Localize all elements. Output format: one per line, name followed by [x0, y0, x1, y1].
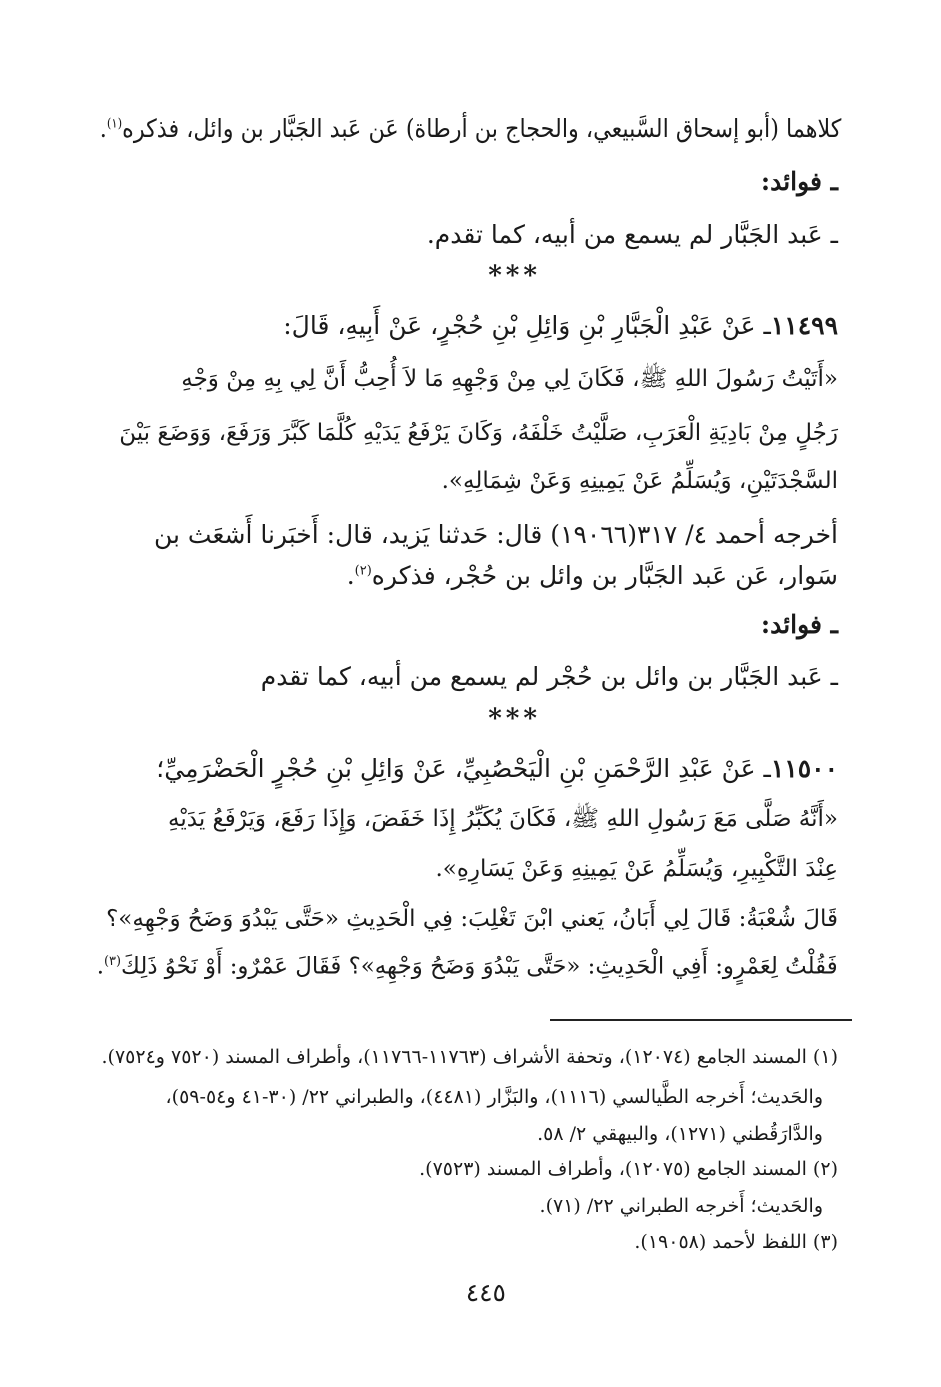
takhrij-line: سَوار، عَن عَبد الجَبَّار بن وائل بن حُجْر، فذكره$^{(٢)}$.: [346, 561, 838, 590]
footnote-line: والحَديث؛ أَخرجه الطبراني ٢٢/ (٧١).: [539, 1195, 823, 1217]
hadith-number: ١١٥٠٠: [770, 754, 838, 783]
footnote-marker: (٣): [104, 954, 122, 969]
hadith-text-line: قَالَ شُعْبَةُ: قَالَ لِي أَبَانُ، يَعني ابْنَ تَغْلِبَ: فِي الْحَدِيثِ «حَتَّى يَبْدُوَ وَضَحُ وَجْهِهِ»؟: [106, 906, 838, 932]
footnote-separator: [550, 1019, 852, 1021]
hadith-text-line: «أَتَيْتُ رَسُولَ اللهِ ﷺ، فَكَانَ لِي مِنْ وَجْهِهِ مَا لاَ أُحِبُّ أَنَّ لِي بِهِ مِنْ وَجْهِ: [181, 366, 838, 392]
hadith-heading: ١١٤٩٩ـ عَنْ عَبْدِ الْجَبَّارِ بْنِ وَائِلِ بْنِ حُجْرٍ، عَنْ أَبِيهِ، قَالَ:: [283, 311, 838, 340]
footnote-line: (١) المسند الجامع (١٢٠٧٤)، وتحفة الأشراف (١١٧٦٣-١١٧٦٦)، وأطراف المسند (٧٥٢٠ و٧٥٢٤).: [101, 1046, 838, 1068]
section-separator: ***: [488, 261, 541, 291]
footnote-line: والحَديث؛ أَخرجه الطَّيالسي (١١١٦)، والبَزَّار (٤٤٨١)، والطبراني ٢٢/ (٣٠-٤١ و٥٤-٥٩)،: [165, 1086, 823, 1108]
page-number: ٤٤٥: [465, 1278, 506, 1307]
hadith-text-line: عِنْدَ التَّكْبِيرِ، وَيُسَلِّمُ عَنْ يَمِينِهِ وَعَنْ يَسَارِهِ».: [435, 856, 838, 882]
benefit-line: ـ عَبد الجَبَّار بن وائل بن حُجْر لم يسمع من أبيه، كما تقدم: [260, 662, 838, 691]
footnote-line: والدَّارَقُطني (١٢٧١)، والبيهقي ٢/ ٥٨.: [537, 1123, 823, 1145]
narration-line: كلاهما (أبو إسحاق السَّبيعي، والحجاج بن أرطاة) عَن عَبد الجَبَّار بن وائل، فذكره$^{(١)}$.: [99, 114, 842, 143]
hadith-text-line: فَقُلْتُ لِعَمْرٍو: أَفِي الْحَدِيثِ: «حَتَّى يَبْدُوَ وَضَحُ وَجْهِهِ»؟ فَقَالَ عَمْرٌو: أَوْ نَحْوُ ذَلِكَ$^{(٣)}$.: [97, 953, 838, 980]
benefits-heading: ـ فوائد:: [760, 610, 838, 639]
takhrij-line: أخرجه أحمد ٤/ ٣١٧(١٩٠٦٦) قال: حَدثنا يَزيد، قال: أَخبَرنا أَشعَث بن: [153, 520, 838, 549]
benefits-heading: ـ فوائد:: [760, 167, 838, 196]
footnote-line: (٣) اللفظ لأحمد (١٩٠٥٨).: [634, 1231, 838, 1253]
hadith-text-line: «أَنَّهُ صَلَّى مَعَ رَسُولِ اللهِ ﷺ، فَكَانَ يُكَبِّرُ إِذَا خَفَضَ، وَإِذَا رَفَعَ، وَيَرْفَعُ يَدَيْهِ: [168, 806, 838, 832]
footnote-line: (٢) المسند الجامع (١٢٠٧٥)، وأطراف المسند (٧٥٢٣).: [419, 1158, 838, 1180]
hadith-text-line: السَّجْدَتَيْنِ، وَيُسَلِّمُ عَنْ يَمِينِهِ وَعَنْ شِمَالِهِ».: [441, 468, 838, 494]
hadith-heading: ١١٥٠٠ـ عَنْ عَبْدِ الرَّحْمَنِ بْنِ الْيَحْصُبِيِّ، عَنْ وَائِلِ بْنِ حُجْرٍ الْحَضْرَمِيِّ؛: [156, 754, 838, 783]
footnote-marker: (١): [106, 116, 122, 132]
benefit-line: ـ عَبد الجَبَّار لم يسمع من أبيه، كما تقدم.: [426, 220, 838, 249]
hadith-number: ١١٤٩٩: [770, 311, 838, 340]
hadith-text-line: رَجُلٍ مِنْ بَادِيَةِ الْعَرَبِ، صَلَّيْتُ خَلْفَهُ، وَكَانَ يَرْفَعُ يَدَيْهِ كُلَّمَا كَبَّرَ وَرَفَعَ، وَوَضَعَ بَيْنَ: [119, 420, 838, 446]
section-separator: ***: [488, 704, 541, 734]
footnote-marker: (٢): [354, 563, 372, 579]
